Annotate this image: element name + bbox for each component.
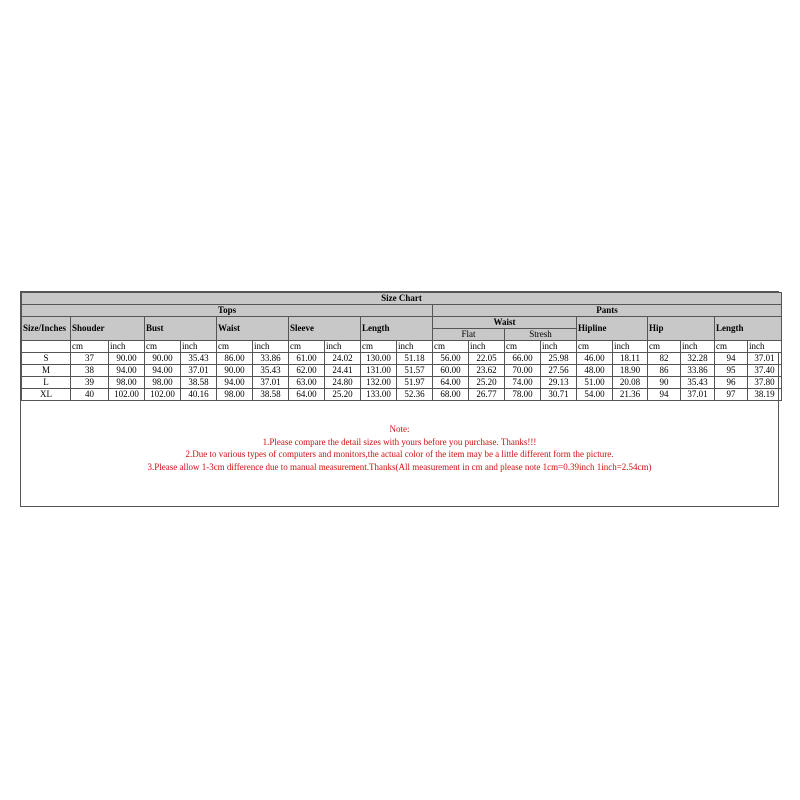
unit-label: cm xyxy=(505,341,541,353)
size-label: S xyxy=(22,353,71,365)
note-line-1: 1.Please compare the detail sizes with yours before you purchase. Thanks!!! xyxy=(262,436,537,447)
measurement-cell: 33.86 xyxy=(253,353,289,365)
measurement-cell: 98.00 xyxy=(217,389,253,401)
measurement-cell: 37.01 xyxy=(681,389,715,401)
size-chart-title: Size Chart xyxy=(22,293,782,305)
hipline-header: Hipline xyxy=(577,317,648,341)
measurement-cell: 38.19 xyxy=(748,389,782,401)
note-line-3: 3.Please allow 1-3cm difference due to manual measurement.Thanks(All measurement in cm and please note 1cm=0.39inch 1inch=2.54cm) xyxy=(147,461,652,472)
measurement-cell: 133.00 xyxy=(361,389,397,401)
measurement-cell: 39 xyxy=(71,377,109,389)
length-header: Length xyxy=(361,317,433,341)
size-column-header: Size/Inches xyxy=(22,317,71,341)
measurement-cell: 96 xyxy=(715,377,748,389)
measurement-cell: 98.00 xyxy=(145,377,181,389)
unit-label: inch xyxy=(181,341,217,353)
measurement-cell: 35.43 xyxy=(681,377,715,389)
measurement-cell: 25.20 xyxy=(469,377,505,389)
measurement-cell: 61.00 xyxy=(289,353,325,365)
size-row xyxy=(22,353,782,365)
measurement-cell: 94.00 xyxy=(109,365,145,377)
measurement-cell: 30.71 xyxy=(541,389,577,401)
measurement-cell: 38.58 xyxy=(253,389,289,401)
unit-cell-blank xyxy=(22,341,71,353)
unit-label: cm xyxy=(361,341,397,353)
note-heading: Note: xyxy=(389,424,410,434)
measurement-cell: 62.00 xyxy=(289,365,325,377)
unit-label: inch xyxy=(325,341,361,353)
measurement-cell: 33.86 xyxy=(681,365,715,377)
measurement-cell: 37.01 xyxy=(253,377,289,389)
measurement-cell: 46.00 xyxy=(577,353,613,365)
measurement-cell: 38.58 xyxy=(181,377,217,389)
measurement-cell: 68.00 xyxy=(433,389,469,401)
unit-label: cm xyxy=(715,341,748,353)
measurement-cell: 82 xyxy=(648,353,681,365)
measurement-cell: 94.00 xyxy=(217,377,253,389)
unit-label: cm xyxy=(145,341,181,353)
measurement-cell: 132.00 xyxy=(361,377,397,389)
measurement-cell: 98.00 xyxy=(109,377,145,389)
measurement-cell: 64.00 xyxy=(433,377,469,389)
measurement-cell: 66.00 xyxy=(505,353,541,365)
measurement-cell: 63.00 xyxy=(289,377,325,389)
measurement-cell: 21.36 xyxy=(613,389,648,401)
unit-label: cm xyxy=(433,341,469,353)
measurement-cell: 20.08 xyxy=(613,377,648,389)
flat-subheader: Flat xyxy=(433,329,505,341)
measurement-cell: 35.43 xyxy=(181,353,217,365)
unit-label: cm xyxy=(648,341,681,353)
measurement-cell: 38 xyxy=(71,365,109,377)
pants-length-header: Length xyxy=(715,317,782,341)
measurement-cell: 37.01 xyxy=(748,353,782,365)
measurement-cell: 37.01 xyxy=(181,365,217,377)
shoulder-header: Shouder xyxy=(71,317,145,341)
size-table xyxy=(21,292,782,401)
measurement-cell: 90.00 xyxy=(217,365,253,377)
unit-label: cm xyxy=(577,341,613,353)
measurement-cell: 27.56 xyxy=(541,365,577,377)
measurement-cell: 74.00 xyxy=(505,377,541,389)
measurement-cell: 51.00 xyxy=(577,377,613,389)
measurement-cell: 54.00 xyxy=(577,389,613,401)
unit-label: cm xyxy=(217,341,253,353)
measurement-cell: 51.57 xyxy=(397,365,433,377)
measurement-cell: 24.02 xyxy=(325,353,361,365)
measurement-cell: 48.00 xyxy=(577,365,613,377)
measurement-cell: 37 xyxy=(71,353,109,365)
measurement-cell: 60.00 xyxy=(433,365,469,377)
measurement-cell: 78.00 xyxy=(505,389,541,401)
unit-label: inch xyxy=(253,341,289,353)
unit-label: inch xyxy=(541,341,577,353)
stretch-subheader: Stresh xyxy=(505,329,577,341)
measurement-cell: 52.36 xyxy=(397,389,433,401)
sleeve-header: Sleeve xyxy=(289,317,361,341)
notes xyxy=(21,423,778,473)
measurement-cell: 32.28 xyxy=(681,353,715,365)
measurement-cell: 64.00 xyxy=(289,389,325,401)
unit-label: inch xyxy=(469,341,505,353)
waist-header: Waist xyxy=(217,317,289,341)
unit-label: inch xyxy=(397,341,433,353)
measurement-cell: 94 xyxy=(715,353,748,365)
measurement-cell: 35.43 xyxy=(253,365,289,377)
pants-waist-header: Waist xyxy=(433,317,577,329)
measurement-cell: 26.77 xyxy=(469,389,505,401)
measurement-cell: 23.62 xyxy=(469,365,505,377)
measurement-cell: 37.40 xyxy=(748,365,782,377)
measurement-cell: 90 xyxy=(648,377,681,389)
measurement-cell: 24.41 xyxy=(325,365,361,377)
unit-row xyxy=(22,341,782,353)
tops-group-header: Tops xyxy=(22,305,433,317)
unit-label: inch xyxy=(681,341,715,353)
measurement-cell: 130.00 xyxy=(361,353,397,365)
hip-header: Hip xyxy=(648,317,715,341)
measurement-cell: 97 xyxy=(715,389,748,401)
measurement-cell: 18.90 xyxy=(613,365,648,377)
measurement-cell: 29.13 xyxy=(541,377,577,389)
measurement-cell: 70.00 xyxy=(505,365,541,377)
measurement-cell: 24.80 xyxy=(325,377,361,389)
pants-group-header: Pants xyxy=(433,305,782,317)
size-label: M xyxy=(22,365,71,377)
unit-label: inch xyxy=(109,341,145,353)
measurement-cell: 86 xyxy=(648,365,681,377)
measurement-cell: 22.05 xyxy=(469,353,505,365)
measurement-cell: 131.00 xyxy=(361,365,397,377)
unit-label: inch xyxy=(613,341,648,353)
size-row xyxy=(22,365,782,377)
measurement-cell: 90.00 xyxy=(109,353,145,365)
measurement-cell: 90.00 xyxy=(145,353,181,365)
bust-header: Bust xyxy=(145,317,217,341)
measurement-cell: 51.18 xyxy=(397,353,433,365)
measurement-cell: 94.00 xyxy=(145,365,181,377)
measurement-cell: 25.98 xyxy=(541,353,577,365)
measurement-cell: 86.00 xyxy=(217,353,253,365)
unit-label: inch xyxy=(748,341,782,353)
size-row xyxy=(22,389,782,401)
measurement-cell: 40 xyxy=(71,389,109,401)
measurement-cell: 94 xyxy=(648,389,681,401)
measurement-cell: 102.00 xyxy=(109,389,145,401)
unit-label: cm xyxy=(71,341,109,353)
size-row xyxy=(22,377,782,389)
note-line-2: 2.Due to various types of computers and monitors,the actual color of the item may be a little different form the picture. xyxy=(185,449,614,459)
measurement-cell: 37.80 xyxy=(748,377,782,389)
size-label: XL xyxy=(22,389,71,401)
measurement-cell: 18.11 xyxy=(613,353,648,365)
measurement-cell: 102.00 xyxy=(145,389,181,401)
size-chart xyxy=(20,291,779,507)
size-label: L xyxy=(22,377,71,389)
measurement-cell: 40.16 xyxy=(181,389,217,401)
measurement-cell: 95 xyxy=(715,365,748,377)
measurement-cell: 25.20 xyxy=(325,389,361,401)
measurement-cell: 51.97 xyxy=(397,377,433,389)
measurement-cell: 56.00 xyxy=(433,353,469,365)
unit-label: cm xyxy=(289,341,325,353)
